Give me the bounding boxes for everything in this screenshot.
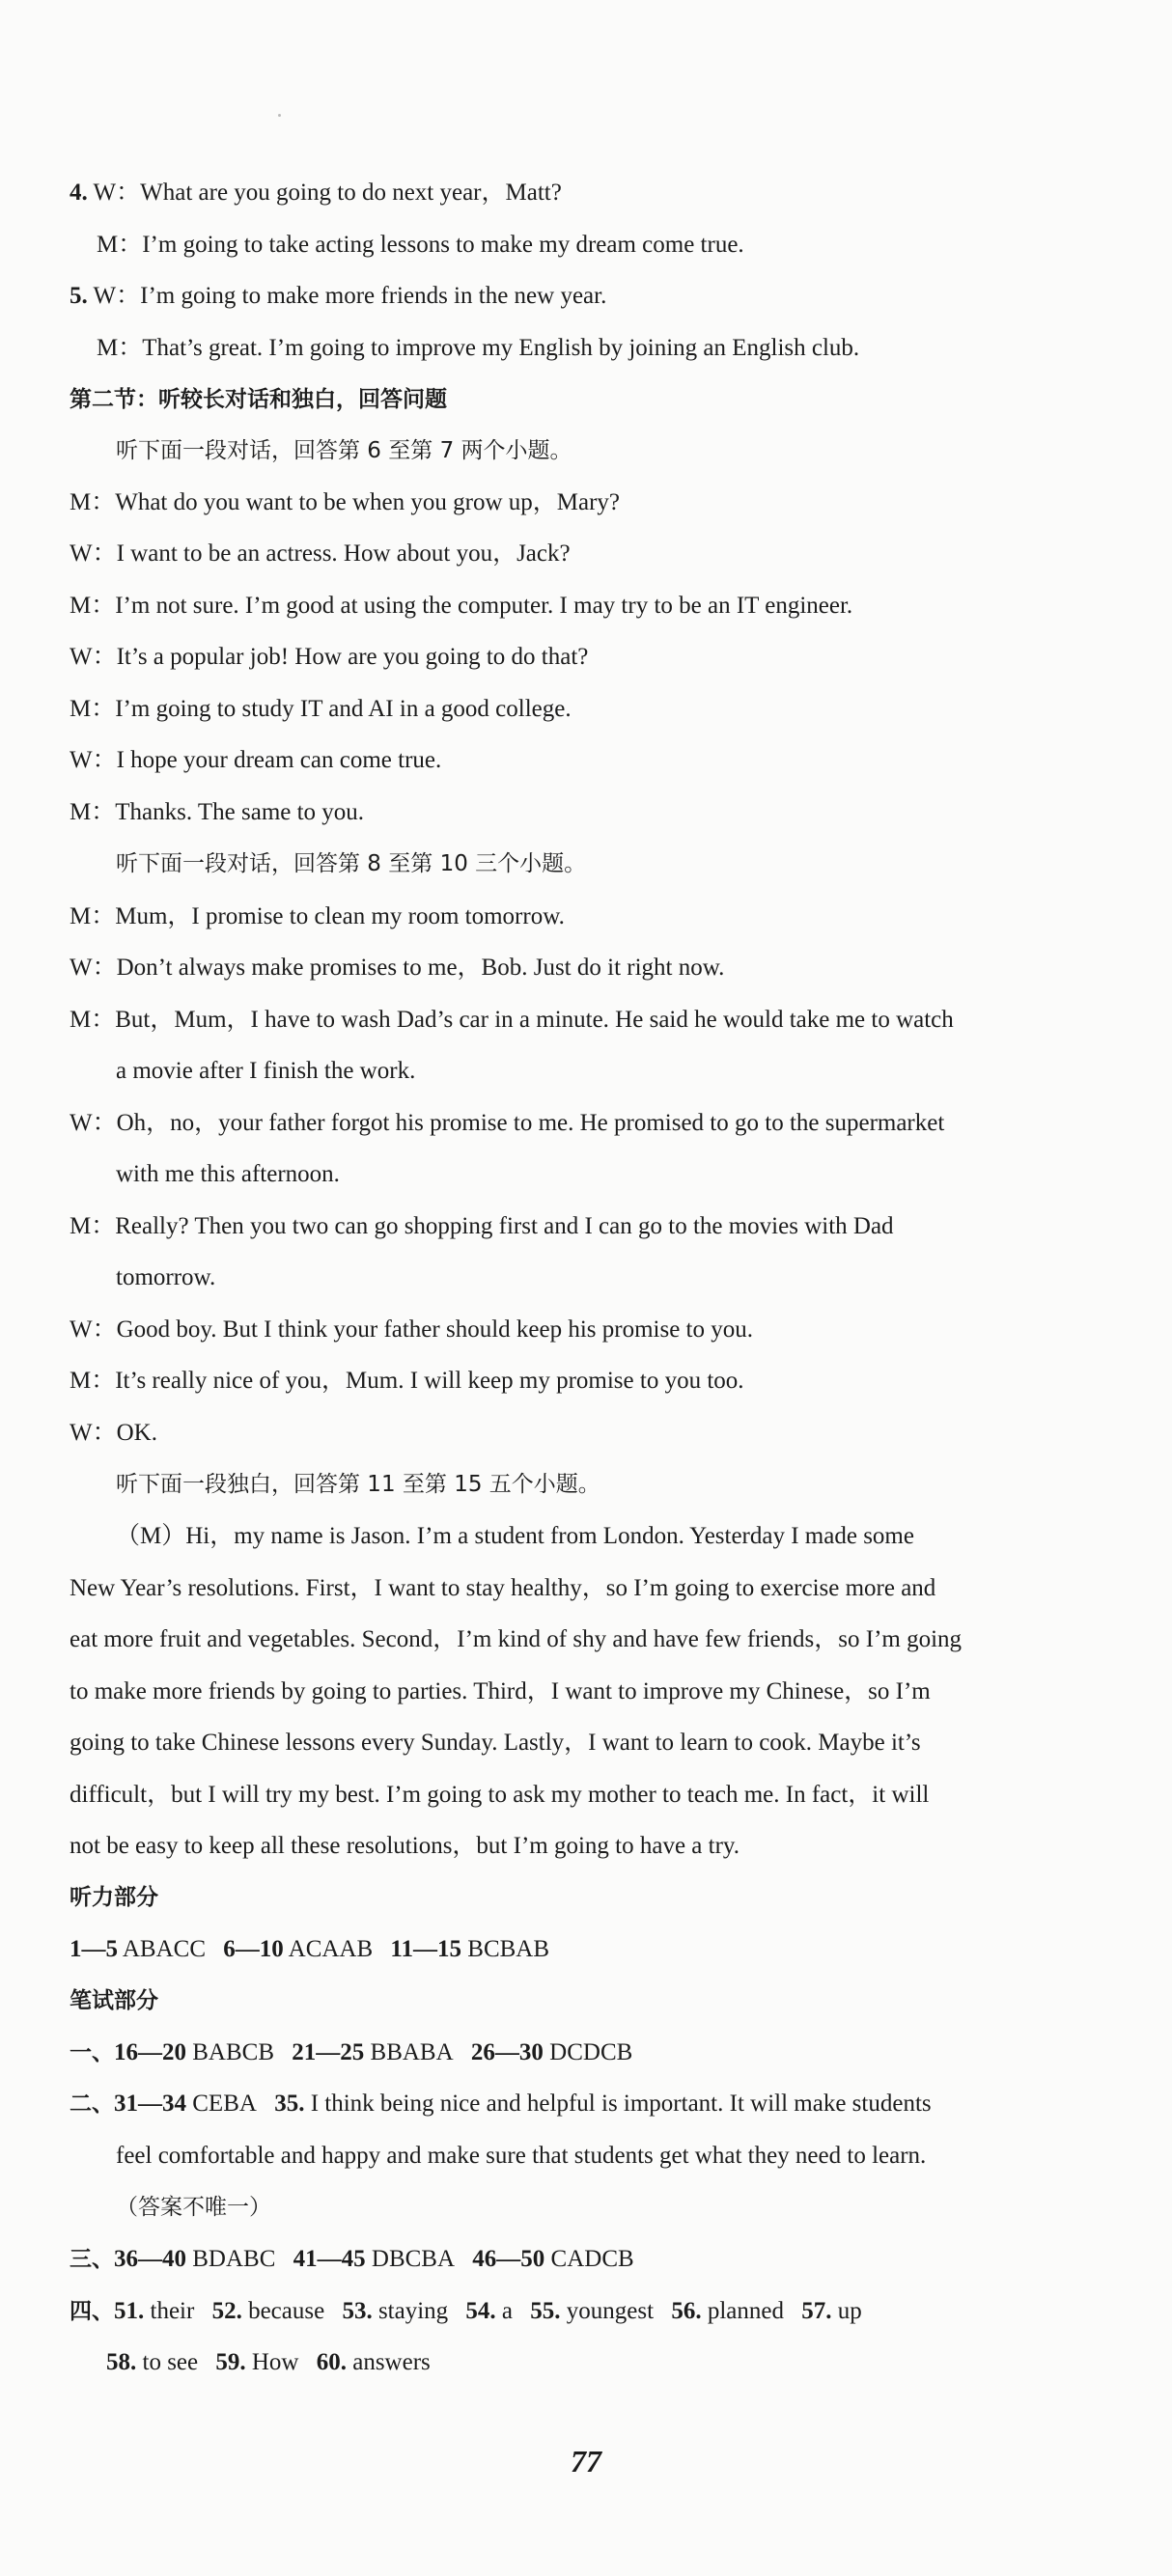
dialog-line: M：Mum，I promise to clean my room tomorrow. [70, 903, 565, 929]
answer-range: 1—5 [70, 1936, 118, 1962]
dialog-line: M：I’m going to take acting lessons to make my dream come true. [97, 232, 744, 258]
dialog-line: W：Oh，no，your father forgot his promise to me. He promised to go to the supermarket [70, 1110, 945, 1136]
monologue-line: New Year’s resolutions. First，I want to stay healthy，so I’m going to exercise more and [70, 1575, 936, 1601]
monologue-line: （M）Hi，my name is Jason. I’m a student from London. Yesterday I made some [116, 1523, 914, 1549]
answer-key: CADCB [550, 2246, 634, 2272]
dialog-line: M：What do you want to be when you grow up，Mary? [70, 489, 621, 515]
dialog-line: M：It’s really nice of you，Mum. I will keep my promise to you too. [70, 1368, 744, 1394]
part-prefix: 一、 [70, 2040, 114, 2065]
dialog-line: M：That’s great. I’m going to improve my English by joining an English club. [97, 335, 860, 361]
part4-answers-cont [106, 2348, 431, 2377]
item-number: 35. [274, 2091, 305, 2117]
answer-range: 11—15 [390, 1936, 462, 1962]
dialog-line: M：I’m going to study IT and AI in a good college. [70, 696, 572, 722]
dialog-line: with me this afternoon. [116, 1161, 340, 1187]
answer-key: BDABC [192, 2246, 276, 2272]
dialog-text: W：What are you going to do next year，Matt? [87, 180, 562, 206]
answer-note: （答案不唯一） [116, 2195, 271, 2220]
answer-range: 46—50 [472, 2246, 545, 2272]
monologue-line: eat more fruit and vegetables. Second，I’m kind of shy and have few friends，so I’m going [70, 1626, 963, 1652]
dialog-line: W：Don’t always make promises to me，Bob. Just do it right now. [70, 955, 725, 981]
answer-range: 36—40 [114, 2246, 186, 2272]
dialog-line: M：Really? Then you two can go shopping first and I can go to the movies with Dad [70, 1213, 894, 1239]
dialog-line: W：I hope your dream can come true. [70, 747, 442, 773]
answer-word: staying [377, 2298, 449, 2324]
monologue-line: to make more friends by going to parties. Third，I want to improve my Chinese，so I’m [70, 1678, 931, 1704]
dialog-line [70, 179, 562, 208]
monologue-line: not be easy to keep all these resolutions，but I’m going to have a try. [70, 1833, 740, 1859]
part-prefix: 二、 [70, 2091, 114, 2117]
answer-text-line: feel comfortable and happy and make sure that students get what they need to learn. [116, 2143, 927, 2169]
item-number: 52. [211, 2298, 242, 2324]
written-heading: 笔试部分 [70, 1988, 158, 2013]
item-number: 58. [106, 2349, 137, 2375]
item-number: 55. [530, 2298, 561, 2324]
answer-key: ABACC [122, 1936, 207, 1962]
dialog-line: tomorrow. [116, 1264, 216, 1290]
instruction: 听下面一段独白，回答第 11 至第 15 五个小题。 [116, 1472, 600, 1497]
item-number: 57. [801, 2298, 832, 2324]
answer-range: 21—25 [292, 2039, 365, 2065]
item-number: 56. [671, 2298, 702, 2324]
dialog-line: W：OK. [70, 1420, 157, 1446]
dialog-text: W：I’m going to make more friends in the new year. [87, 283, 607, 309]
listening-heading: 听力部分 [70, 1885, 158, 1910]
answer-range: 26—30 [470, 2039, 544, 2065]
instruction: 听下面一段对话，回答第 6 至第 7 两个小题。 [116, 438, 572, 463]
instruction: 听下面一段对话，回答第 8 至第 10 三个小题。 [116, 851, 587, 876]
part-prefix: 三、 [70, 2247, 114, 2272]
answer-range: 41—45 [293, 2246, 366, 2272]
page-number: 77 [571, 2444, 601, 2479]
answer-key: CEBA [192, 2091, 257, 2117]
monologue-line: going to take Chinese lessons every Sunday. Lastly，I want to learn to cook. Maybe it’s [70, 1730, 921, 1756]
answer-range: 6—10 [223, 1936, 284, 1962]
monologue-line: difficult，but I will try my best. I’m going to ask my mother to teach me. In fact，it will [70, 1782, 930, 1808]
part2-answers [70, 2090, 932, 2119]
dialog-line: W：It’s a popular job! How are you going to do that? [70, 644, 589, 670]
answer-range: 31—34 [114, 2091, 186, 2117]
answer-word: up [837, 2298, 862, 2324]
answer-word: planned [707, 2298, 784, 2324]
dialog-line: W：I want to be an actress. How about you，Jack? [70, 540, 571, 567]
answer-key: BABCB [192, 2039, 275, 2065]
item-number: 53. [342, 2298, 373, 2324]
part-prefix: 四、 [70, 2299, 114, 2324]
answer-text: I think being nice and helpful is important. It will make students [310, 2091, 932, 2117]
dialog-line: a movie after I finish the work. [116, 1058, 416, 1084]
answer-key: BBABA [370, 2039, 454, 2065]
answer-word: answers [352, 2349, 431, 2375]
answer-key: DBCBA [371, 2246, 456, 2272]
section-heading: 第二节：听较长对话和独白，回答问题 [70, 387, 447, 412]
answer-range: 16—20 [114, 2039, 186, 2065]
dialog-line [70, 282, 606, 311]
answer-word: a [501, 2298, 514, 2324]
item-number: 60. [316, 2349, 347, 2375]
answer-word: youngest [566, 2298, 655, 2324]
answer-key: BCBAB [467, 1936, 550, 1962]
dialog-line: M：But，Mum，I have to wash Dad’s car in a minute. He said he would take me to watch [70, 1007, 954, 1033]
part3-answers [70, 2245, 634, 2274]
item-number: 51. [114, 2298, 145, 2324]
item-number: 59. [215, 2349, 246, 2375]
answer-key: ACAAB [288, 1936, 374, 1962]
dialog-line: M：I’m not sure. I’m good at using the computer. I may try to be an IT engineer. [70, 593, 853, 619]
scan-speck [278, 114, 281, 117]
dialog-line: M：Thanks. The same to you. [70, 799, 365, 825]
dialog-line: W：Good boy. But I think your father should keep his promise to you. [70, 1316, 754, 1343]
answer-word: to see [142, 2349, 199, 2375]
part1-answers [70, 2038, 632, 2067]
answer-word: their [150, 2298, 195, 2324]
listening-answers [70, 1935, 549, 1964]
item-number: 54. [465, 2298, 496, 2324]
answer-word: because [248, 2298, 325, 2324]
part4-answers [70, 2297, 862, 2326]
answer-key: DCDCB [549, 2039, 633, 2065]
item-number: 4. [70, 180, 88, 206]
answer-word: How [251, 2349, 299, 2375]
item-number: 5. [70, 283, 88, 309]
